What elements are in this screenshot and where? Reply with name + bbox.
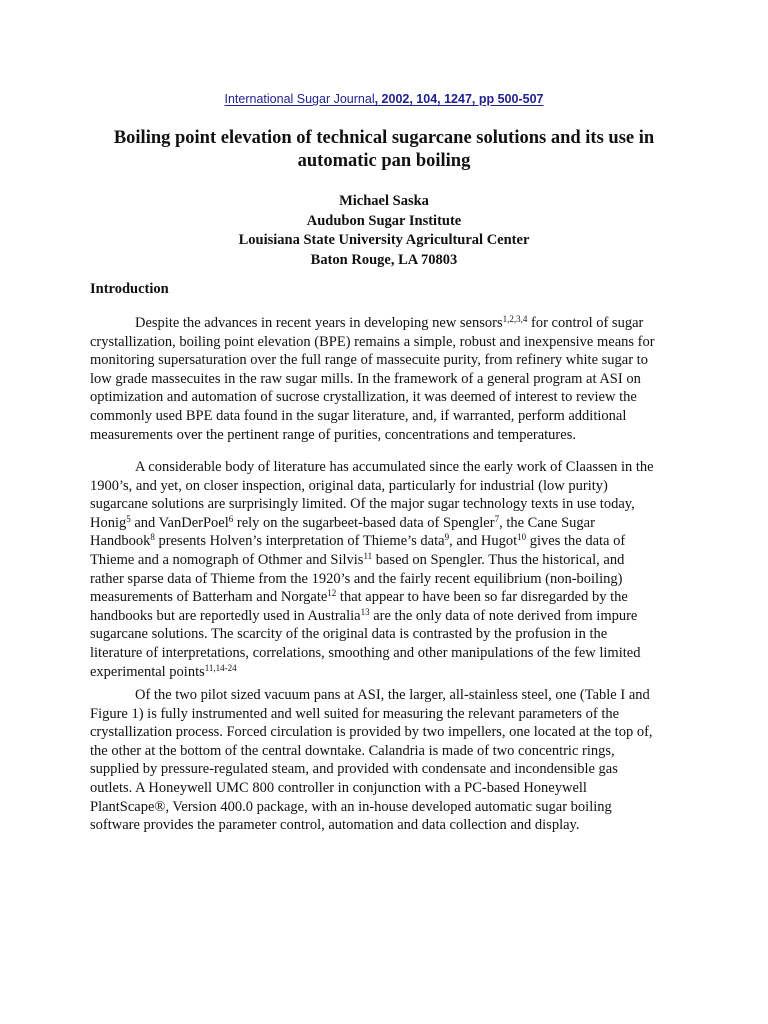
text-run: handbooks but are reportedly used in Australia bbox=[90, 607, 361, 624]
text-run: Handbook bbox=[90, 533, 151, 550]
paragraph-line: monitoring supersaturation over the full range of massecuite purity, from refinery white sugar to bbox=[90, 352, 648, 369]
text-run: measurements of Batterham and Norgate bbox=[90, 589, 328, 606]
paragraph-line: A considerable body of literature has accumulated since the early work of Claassen in the bbox=[135, 459, 654, 475]
text-run: based on Spengler. Thus the historical, and bbox=[372, 551, 625, 568]
reference-superscript: 9 bbox=[444, 532, 450, 543]
paragraph-line: commonly used BPE data found in the sugar literature, and, if warranted, perform additional bbox=[90, 407, 627, 424]
paper-title-line-2: automatic pan boiling bbox=[297, 151, 471, 171]
paragraph-line: PlantScape®, Version 400.0 package, with an in-house developed automatic sugar boiling bbox=[90, 798, 612, 815]
text-run: for control of sugar bbox=[527, 315, 644, 331]
paragraph-2 bbox=[90, 458, 680, 681]
reference-superscript: 6 bbox=[228, 513, 234, 524]
journal-name: International Sugar Journal bbox=[224, 92, 375, 106]
paragraph-line: Figure 1) is fully instrumented and well suited for measuring the relevant parameters of the bbox=[90, 705, 620, 722]
text-run: that appear to have been so far disregarded by the bbox=[336, 589, 628, 606]
text-run: and VanDerPoel bbox=[130, 514, 229, 531]
text-run: are the only data of note derived from impure bbox=[369, 607, 638, 624]
reference-superscript: 1,2,3,4 bbox=[502, 314, 528, 324]
author-location: Baton Rouge, LA 70803 bbox=[310, 251, 458, 268]
paragraph-line: the other at the bottom of the central downtake. Calandria is made of two concentric rings, bbox=[90, 742, 615, 759]
paragraph-line: supplied by pressure-regulated steam, and provided with condensate and incondensible gas bbox=[90, 761, 618, 778]
paragraph-line bbox=[90, 532, 680, 551]
paragraph-line bbox=[90, 551, 680, 570]
author-institute: Audubon Sugar Institute bbox=[306, 212, 462, 229]
paragraph-line: 1900’s, and yet, on closer inspection, original data, particularly for industrial (low purity) bbox=[90, 477, 608, 494]
text-run: presents Holven’s interpretation of Thieme’s data bbox=[154, 533, 445, 550]
paragraph-line: sugarcane solutions. The scarcity of the original data is contrasted by the profusion in the bbox=[90, 626, 608, 643]
reference-superscript: 13 bbox=[360, 606, 370, 617]
paragraph-line: literature of interpretations, correlations, smoothing and other manipulations of the few limited bbox=[90, 644, 641, 661]
text-run: rely on the sugarbeet-based data of Spengler bbox=[233, 514, 495, 531]
paragraph-line: Of the two pilot sized vacuum pans at ASI, the larger, all-stainless steel, one (Table I and bbox=[135, 687, 650, 703]
paragraph-line: low grade massecuites in the raw sugar mills. In the framework of a general program at ASI on bbox=[90, 370, 641, 387]
paragraph-line: crystallization process. Forced circulation is provided by two impellers, one located at the top of, bbox=[90, 724, 653, 741]
reference-superscript: 11,14-24 bbox=[204, 662, 237, 673]
paragraph-line bbox=[90, 514, 680, 533]
paragraph-3 bbox=[90, 686, 680, 835]
reference-superscript: 5 bbox=[126, 513, 131, 524]
reference-superscript: 12 bbox=[327, 588, 337, 599]
section-heading-introduction: Introduction bbox=[90, 281, 169, 297]
paragraph-line bbox=[90, 588, 680, 607]
paragraph-line: rather sparse data of Thieme from the 1920’s and the fairly recent equilibrium (non-boiling) bbox=[90, 570, 623, 587]
journal-citation: , 2002, 104, 1247, pp 500-507 bbox=[374, 92, 544, 106]
paragraph-line bbox=[90, 314, 680, 333]
text-run: gives the data of bbox=[526, 533, 626, 550]
reference-superscript: 10 bbox=[517, 532, 527, 543]
reference-superscript: 8 bbox=[150, 532, 155, 543]
text-run: , and Hugot bbox=[449, 533, 518, 550]
text-run: experimental points bbox=[90, 663, 205, 680]
paragraph-line: sugarcane solutions are surprisingly limited. Of the major sugar technology texts in use today, bbox=[90, 496, 635, 513]
reference-superscript: 11 bbox=[363, 550, 373, 561]
paragraph-line: measurements over the pertinent range of purities, concentrations and temperatures. bbox=[90, 426, 576, 443]
paragraph-line bbox=[90, 607, 680, 626]
text-run: , the Cane Sugar bbox=[499, 514, 595, 531]
paragraph-line: crystallization, boiling point elevation (BPE) remains a simple, robust and inexpensive means for bbox=[90, 333, 655, 350]
paragraph-line: software provides the parameter control, automation and data collection and display. bbox=[90, 817, 580, 834]
paragraph-1 bbox=[90, 314, 680, 444]
author-name: Michael Saska bbox=[339, 193, 429, 209]
paragraph-line: outlets. A Honeywell UMC 800 controller in conjunction with a PC-based Honeywell bbox=[90, 779, 587, 796]
paper-title-line-1: Boiling point elevation of technical sugarcane solutions and its use in bbox=[113, 128, 655, 148]
text-run: Honig bbox=[90, 514, 127, 531]
paragraph-line: optimization and automation of sucrose crystallization, it was deemed of interest to review the bbox=[90, 389, 637, 406]
journal-reference[interactable] bbox=[0, 92, 768, 106]
reference-superscript: 7 bbox=[494, 513, 500, 524]
paragraph-line bbox=[90, 663, 680, 682]
text-run: Thieme and a nomograph of Othmer and Silvis bbox=[90, 551, 364, 568]
text-run: Despite the advances in recent years in developing new sensors bbox=[135, 315, 503, 331]
author-block bbox=[0, 192, 768, 270]
author-university: Louisiana State University Agricultural Center bbox=[238, 232, 530, 248]
paper-title bbox=[104, 127, 664, 173]
